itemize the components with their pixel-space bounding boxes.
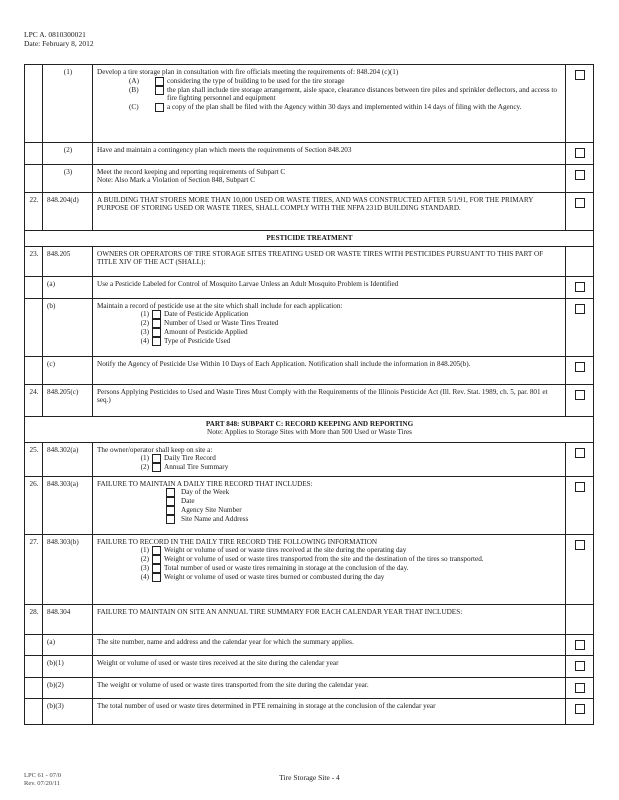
section-band xyxy=(25,230,594,246)
violation-checkbox[interactable] xyxy=(575,640,585,650)
section-ref: (c) xyxy=(43,356,93,384)
checkbox[interactable] xyxy=(152,319,161,328)
table-row xyxy=(25,677,594,699)
requirement-text: The total number of used or waste tires determined in PTE remaining in storage at the conclusion of the calendar year xyxy=(93,699,566,725)
item-number: 24. xyxy=(25,384,43,416)
table-row xyxy=(25,143,594,165)
requirement-text: The owner/operator shall keep on site a: xyxy=(97,445,213,454)
checkbox[interactable] xyxy=(166,488,175,497)
checkbox[interactable] xyxy=(152,454,161,463)
item-number: 27. xyxy=(25,534,43,604)
table-row xyxy=(25,356,594,384)
table-row xyxy=(25,656,594,678)
table-row xyxy=(25,164,594,192)
checkbox[interactable] xyxy=(152,555,161,564)
checkbox[interactable] xyxy=(152,564,161,573)
checkbox[interactable] xyxy=(155,86,164,95)
sub-item: (1) Weight or volume of used or waste tires received at the site during the operating day xyxy=(140,546,407,555)
sub-item: (4) Weight or volume of used or waste tires burned or combusted during the day xyxy=(140,573,385,582)
sub-item: Agency Site Number xyxy=(137,506,562,515)
sub-item: (1) Date of Pesticide Application xyxy=(140,310,249,319)
sub-item: (B) the plan shall include tire storage arrangement, aisle space, clearance distances between tire piles and sprinkler deflectors, and access to fire fighting personnel and equipment xyxy=(129,85,557,103)
table-row xyxy=(25,298,594,356)
requirement-text: OWNERS OR OPERATORS OF TIRE STORAGE SITES TREATING USED OR WASTE TIRES WITH PESTICIDES PURSUANT TO THIS PART OF TITLE XIV OF THE ACT (SHALL): xyxy=(93,246,566,276)
table-row xyxy=(25,476,594,534)
section-ref: 848.303(b) xyxy=(43,534,93,604)
violation-checkbox[interactable] xyxy=(575,683,585,693)
checkbox[interactable] xyxy=(152,546,161,555)
section-ref: (a) xyxy=(43,634,93,656)
section-ref: (a) xyxy=(43,276,93,298)
violation-checkbox[interactable] xyxy=(575,661,585,671)
checkbox[interactable] xyxy=(166,515,175,524)
form-number: LPC 61 - 07/0 Rev. 07/20/11 xyxy=(24,772,62,787)
violation-checkbox[interactable] xyxy=(575,362,585,372)
document-header xyxy=(24,30,94,48)
section-ref: (1) xyxy=(43,65,93,143)
sub-item: (2) Annual Tire Summary xyxy=(140,463,229,472)
requirement-text: The weight or volume of used or waste tires transported from the site during the calendar year. xyxy=(93,677,566,699)
section-ref: (3) xyxy=(43,164,93,192)
requirement-text: A BUILDING THAT STORES MORE THAN 10,000 USED OR WASTE TIRES, AND WAS CONSTRUCTED AFTER 5/1/91, FOR THE PRIMARY PURPOSE OF STORING USED OR WASTE TIRES, SHALL COMPLY WITH THE NFPA 231D BUILDING STANDARD. xyxy=(93,192,566,230)
section-ref: (b)(1) xyxy=(43,656,93,678)
checkbox[interactable] xyxy=(155,103,164,112)
item-number: 28. xyxy=(25,604,43,634)
section-band xyxy=(25,416,594,442)
requirement-text: Persons Applying Pesticides to Used and Waste Tires Must Comply with the Requirements of the Illinois Pesticide Act (Ill. Rev. Stat. 1989, ch. 5, par. 801 et seq.) xyxy=(93,384,566,416)
section-ref: 848.303(a) xyxy=(43,476,93,534)
section-title: PART 848: SUBPART C: RECORD KEEPING AND REPORTING xyxy=(205,419,414,428)
sub-item: Site Name and Address xyxy=(137,515,562,524)
violation-checkbox[interactable] xyxy=(575,482,585,492)
section-title: PESTICIDE TREATMENT xyxy=(25,230,594,246)
sub-item: (1) Daily Tire Record xyxy=(140,454,216,463)
checkbox[interactable] xyxy=(152,337,161,346)
checkbox[interactable] xyxy=(152,573,161,582)
requirement-text: FAILURE TO MAINTAIN A DAILY TIRE RECORD THAT INCLUDES: xyxy=(97,479,313,488)
violation-checkbox[interactable] xyxy=(575,540,585,550)
requirement-text: Maintain a record of pesticide use at the site which shall include for each application: xyxy=(97,301,343,310)
section-ref: 848.204(d) xyxy=(43,192,93,230)
requirement-note: Note: Also Mark a Violation of Section 848, Subpart C xyxy=(97,176,255,185)
checkbox[interactable] xyxy=(152,310,161,319)
sub-item: Day of the Week xyxy=(137,488,562,497)
violation-checkbox[interactable] xyxy=(575,170,585,180)
checkbox[interactable] xyxy=(152,328,161,337)
requirement-text: Use a Pesticide Labeled for Control of Mosquito Larvae Unless an Adult Mosquito Problem is Identified xyxy=(93,276,566,298)
header-lpc-number: LPC A. 0810300021 xyxy=(24,30,86,39)
requirement-text: Weight or volume of used or waste tires received at the site during the calendar year xyxy=(93,656,566,678)
violation-checkbox[interactable] xyxy=(575,390,585,400)
table-row xyxy=(25,65,594,143)
section-ref: 848.205(c) xyxy=(43,384,93,416)
table-row xyxy=(25,192,594,230)
section-ref: 848.304 xyxy=(43,604,93,634)
sub-item: (A) considering the type of building to be used for the tire storage xyxy=(129,76,345,85)
requirement-text: The site number, name and address and the calendar year for which the summary applies. xyxy=(93,634,566,656)
table-row xyxy=(25,534,594,604)
sub-item: (C) a copy of the plan shall be filed with the Agency within 30 days and implemented within 14 days of filing with the Agency. xyxy=(129,102,522,111)
sub-item: (3) Amount of Pesticide Applied xyxy=(140,328,248,337)
item-number: 25. xyxy=(25,442,43,476)
violation-checkbox[interactable] xyxy=(575,304,585,314)
table-row xyxy=(25,384,594,416)
header-date: Date: February 8, 2012 xyxy=(24,39,94,48)
sub-item: (2) Weight or volume of used or waste tires transported from the site and the destination of the tires so transported. xyxy=(140,555,484,564)
sub-item: (3) Total number of used or waste tires remaining in storage at the conclusion of the day. xyxy=(140,564,409,573)
table-row xyxy=(25,246,594,276)
item-number: 23. xyxy=(25,246,43,276)
table-row xyxy=(25,634,594,656)
violation-checkbox[interactable] xyxy=(575,198,585,208)
page-footer: Tire Storage Site - 4 xyxy=(279,773,340,782)
table-row xyxy=(25,699,594,725)
section-note: Note: Applies to Storage Sites with More than 500 Used or Waste Tires xyxy=(207,428,412,437)
requirement-text: Meet the record keeping and reporting requirements of Subpart C xyxy=(97,167,286,176)
requirement-text: FAILURE TO MAINTAIN ON SITE AN ANNUAL TIRE SUMMARY FOR EACH CALENDAR YEAR THAT INCLUDES: xyxy=(93,604,566,634)
requirement-text: Develop a tire storage plan in consultation with fire officials meeting the requirements of: 848.204 (c)(1) xyxy=(97,68,399,76)
checkbox[interactable] xyxy=(166,497,175,506)
section-ref: 848.302(a) xyxy=(43,442,93,476)
section-ref: (2) xyxy=(43,143,93,165)
violation-checkbox[interactable] xyxy=(575,704,585,714)
section-ref: 848.205 xyxy=(43,246,93,276)
checkbox[interactable] xyxy=(166,506,175,515)
requirement-text: FAILURE TO RECORD IN THE DAILY TIRE RECORD THE FOLLOWING INFORMATION xyxy=(97,537,378,546)
violation-checkbox[interactable] xyxy=(575,70,585,80)
sub-item: (4) Type of Pesticide Used xyxy=(140,337,231,346)
checkbox[interactable] xyxy=(152,463,161,472)
section-ref: (b) xyxy=(43,298,93,356)
table-row xyxy=(25,442,594,476)
section-ref: (b)(3) xyxy=(43,699,93,725)
sub-item: (2) Number of Used or Waste Tires Treated xyxy=(140,319,279,328)
item-number: 26. xyxy=(25,476,43,534)
requirement-text: Notify the Agency of Pesticide Use Within 10 Days of Each Application. Notification shall include the information in 848.205(b). xyxy=(93,356,566,384)
section-ref: (b)(2) xyxy=(43,677,93,699)
table-row xyxy=(25,604,594,634)
violation-checkbox[interactable] xyxy=(575,448,585,458)
requirement-text: Have and maintain a contingency plan which meets the requirements of Section 848.203 xyxy=(93,143,566,165)
violation-checkbox[interactable] xyxy=(575,282,585,292)
sub-item: Date xyxy=(137,497,562,506)
table-row xyxy=(25,276,594,298)
checkbox[interactable] xyxy=(155,77,164,86)
item-number: 22. xyxy=(25,192,43,230)
violation-checkbox[interactable] xyxy=(575,148,585,158)
inspection-checklist-table xyxy=(24,64,594,725)
